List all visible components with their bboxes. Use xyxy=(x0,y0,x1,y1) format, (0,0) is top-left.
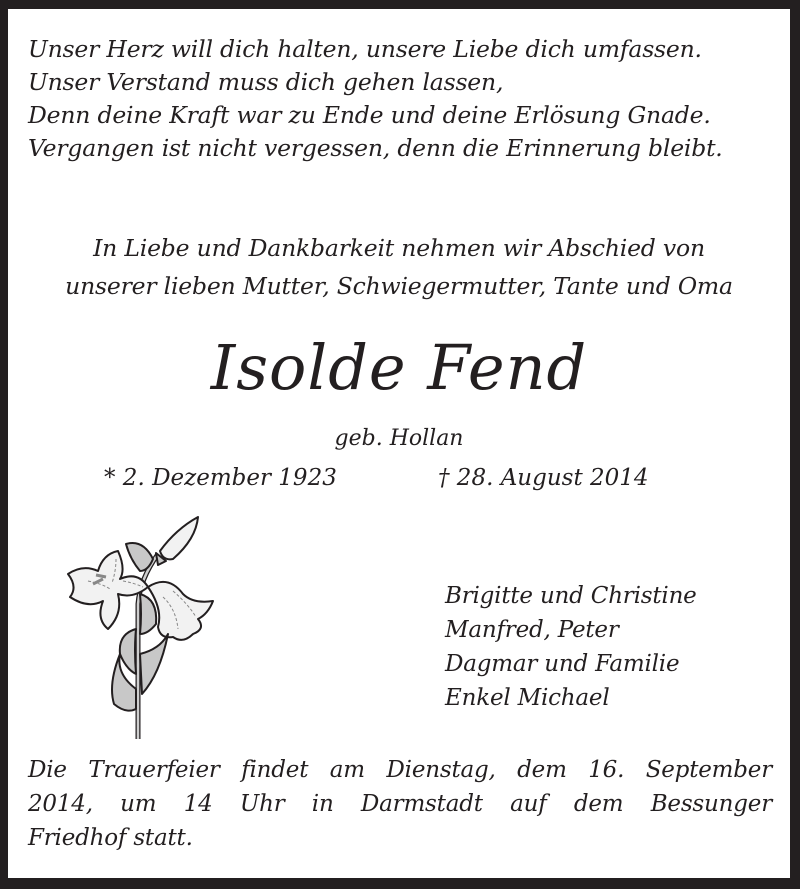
intro-line: In Liebe und Dankbarkeit nehmen wir Abschied von xyxy=(93,234,705,262)
maiden-name: geb. Hollan xyxy=(334,426,464,451)
mourner-line: Dagmar und Familie xyxy=(445,651,680,677)
mourner-line: Enkel Michael xyxy=(445,685,610,711)
lily-flower-icon xyxy=(48,509,218,744)
funeral-line: 2014, um 14 Uhr in Darmstadt auf dem Bessunger xyxy=(28,791,772,817)
funeral-announcement xyxy=(28,753,772,855)
deceased-name: Isolde Fend xyxy=(210,331,588,404)
poem-line: Unser Verstand muss dich gehen lassen, xyxy=(28,68,504,96)
poem-line: Unser Herz will dich halten, unsere Liebe dich umfassen. xyxy=(28,35,702,63)
mourners-list xyxy=(445,579,697,715)
mourner-line: Manfred, Peter xyxy=(445,617,619,643)
mourner-line: Brigitte und Christine xyxy=(445,583,697,609)
poem-line: Vergangen ist nicht vergessen, denn die Erinnerung bleibt. xyxy=(28,134,723,162)
intro-text xyxy=(8,229,790,305)
obituary-notice xyxy=(8,9,790,878)
poem-line: Denn deine Kraft war zu Ende und deine Erlösung Gnade. xyxy=(28,101,711,129)
poem-verse xyxy=(28,33,723,165)
death-date: † 28. August 2014 xyxy=(438,465,649,491)
birth-date: * 2. Dezember 1923 xyxy=(104,465,337,491)
intro-line: unserer lieben Mutter, Schwiegermutter, Tante und Oma xyxy=(65,272,733,300)
funeral-line: Friedhof statt. xyxy=(28,825,193,851)
funeral-line: Die Trauerfeier findet am Dienstag, dem 16. September xyxy=(28,757,772,783)
